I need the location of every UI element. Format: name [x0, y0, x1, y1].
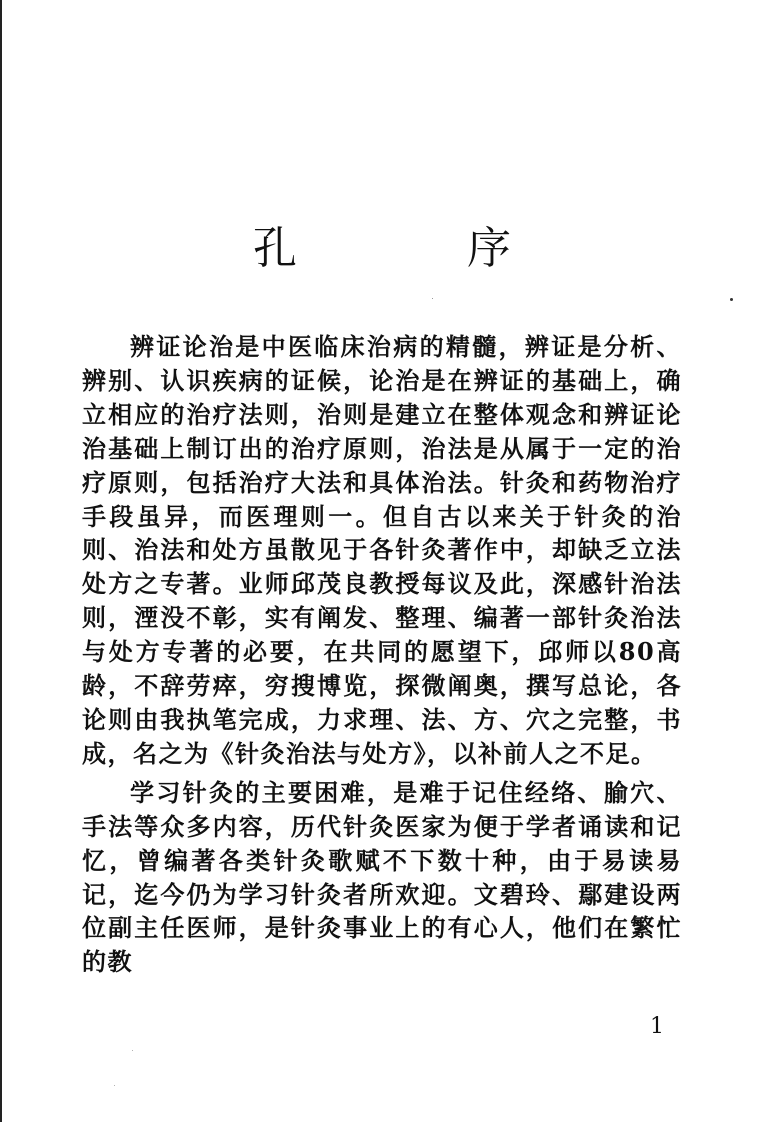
scan-speck	[432, 298, 433, 299]
page-number: 1	[650, 1014, 664, 1039]
body-text	[82, 330, 682, 984]
scan-speck	[132, 1050, 133, 1051]
paragraph-2: 学习针灸的主要困难，是难于记住经络、腧穴、手法等众多内容，历代针灸医家为便于学者诵读和记忆，曾编著各类针灸歌赋不下数十种，由于易读易记，迄今仍为学习针灸者所欢迎。文碧玲、鄢建设两位副主任医师，是针灸事业上的有心人，他们在繁忙的教	[82, 777, 682, 977]
paragraph-1: 辨证论治是中医临床治病的精髓，辨证是分析、辨别、认识疾病的证候，论治是在辨证的基础上，确立相应的治疗法则，治则是建立在整体观念和辨证论治基础上制订出的治疗原则，治法是从属于一定的治疗原则，包括治疗大法和具体治法。针灸和药物治疗手段虽异，而医理则一。但自古以来关于针灸的治则、治法和处方虽散见于各针灸著作中，却缺乏立法处方之专著。业师邱茂良教授每议及此，深感针治法则，湮没不彰，实有阐发、整理、编著一部针灸治法与处方专著的必要，在共同的愿望下，邱师以80高龄，不辞劳瘁，穷搜博览，探微阐奥，撰写总论，各论则由我执笔完成，力求理、法、方、穴之完整，书成，名之为《针灸治法与处方》，以补前人之不足。	[82, 332, 682, 768]
scan-speck	[114, 1085, 115, 1086]
scan-speck	[730, 298, 733, 301]
page-title: 孔 序	[253, 223, 589, 274]
